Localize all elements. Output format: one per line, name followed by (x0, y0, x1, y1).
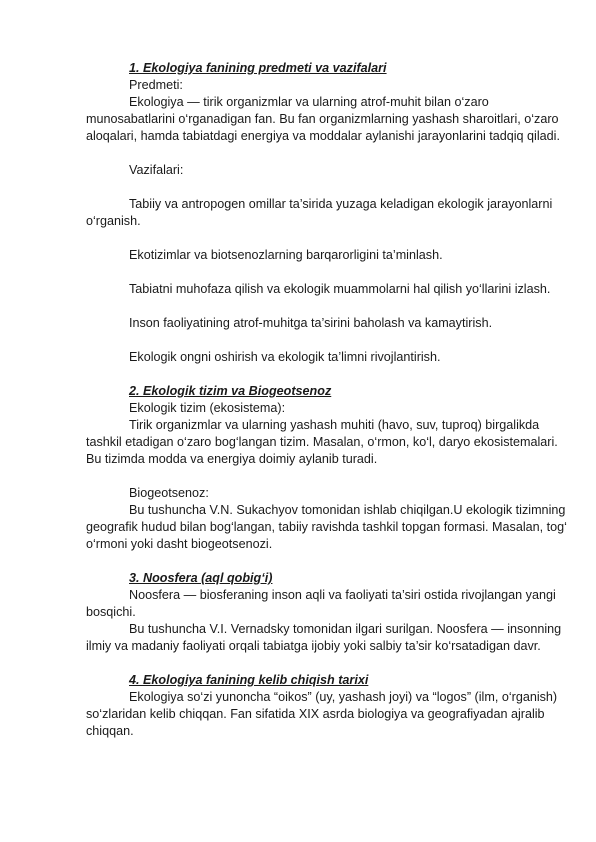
vazifalari-label: Vazifalari: (129, 163, 184, 177)
ekosistema-paragraph: Tirik organizmlar va ularning yashash muhiti (havo, suv, tuproq) birgalikda tashkil etadigan o‘zaro bog‘langan tizim. Masalan, o‘rmon, ko‘l, daryo ekosistemalari. Bu tizimda modda va energiya doimiy aylanib turadi. (86, 418, 558, 466)
section-heading: 4. Ekologiya fanining kelib chiqish tarixi (129, 673, 369, 687)
spacer (86, 298, 572, 315)
section-heading: 2. Ekologik tizim va Biogeotsenoz (129, 384, 332, 398)
task-item: Tabiatni muhofaza qilish va ekologik muammolarni hal qilish yo‘llarini izlash. (129, 282, 551, 296)
spacer (86, 655, 572, 672)
tarix-paragraph: Ekologiya so‘zi yunoncha “oikos” (uy, yashash joyi) va “logos” (ilm, o‘rganish) so‘zlaridan kelib chiqqan. Fan sifatida XIX asrda biologiya va geografiyadan ajralib chiqqan. (86, 690, 558, 738)
task-item: Inson faoliyatining atrof-muhitga ta’sirini baholash va kamaytirish. (129, 316, 493, 330)
predmeti-paragraph: Ekologiya — tirik organizmlar va ularning atrof-muhit bilan o‘zaro munosabatlarini o‘rganadigan fan. Bu fan organizmlarning yashash sharoitlari, o‘zaro aloqalari, hamda tabiatdagi energiya va moddalar aylanishi jarayonlarini tadqiq qiladi. (86, 95, 560, 143)
biogeotsenoz-label: Biogeotsenoz: (129, 486, 209, 500)
task-item: Ekologik ongni oshirish va ekologik ta’limni rivojlantirish. (129, 350, 441, 364)
spacer (86, 264, 572, 281)
spacer (86, 332, 572, 349)
spacer (86, 366, 572, 383)
spacer (86, 553, 572, 570)
spacer (86, 230, 572, 247)
document-body (86, 60, 572, 740)
noosfera-paragraph: Noosfera — biosferaning inson aqli va faoliyati ta’siri ostida rivojlangan yangi bosqichi. (86, 588, 556, 619)
spacer (86, 468, 572, 485)
noosfera-paragraph: Bu tushuncha V.I. Vernadsky tomonidan ilgari surilgan. Noosfera — insonning ilmiy va madaniy faoliyati orqali tabiatga ijobiy yoki salbiy ta’sir ko‘rsatadigan davr. (86, 622, 562, 653)
biogeotsenoz-paragraph: Bu tushuncha V.N. Sukachyov tomonidan ishlab chiqilgan.U ekologik tizimning geografik hudud bilan bog‘langan, tabiiy ravishda tashkil topgan formasi. Masalan, tog‘ o‘rmoni yoki dasht biogeotsenozi. (86, 503, 567, 551)
section-heading: 1. Ekologiya fanining predmeti va vazifalari (129, 61, 387, 75)
ekosistema-label: Ekologik tizim (ekosistema): (129, 401, 286, 415)
spacer (86, 179, 572, 196)
spacer (86, 145, 572, 162)
task-item: Tabiiy va antropogen omillar ta’sirida yuzaga keladigan ekologik jarayonlarni o‘rganish. (86, 197, 553, 228)
predmeti-label: Predmeti: (129, 78, 183, 92)
section-heading: 3. Noosfera (aql qobig‘i) (129, 571, 273, 585)
task-item: Ekotizimlar va biotsenozlarning barqarorligini ta’minlash. (129, 248, 443, 262)
